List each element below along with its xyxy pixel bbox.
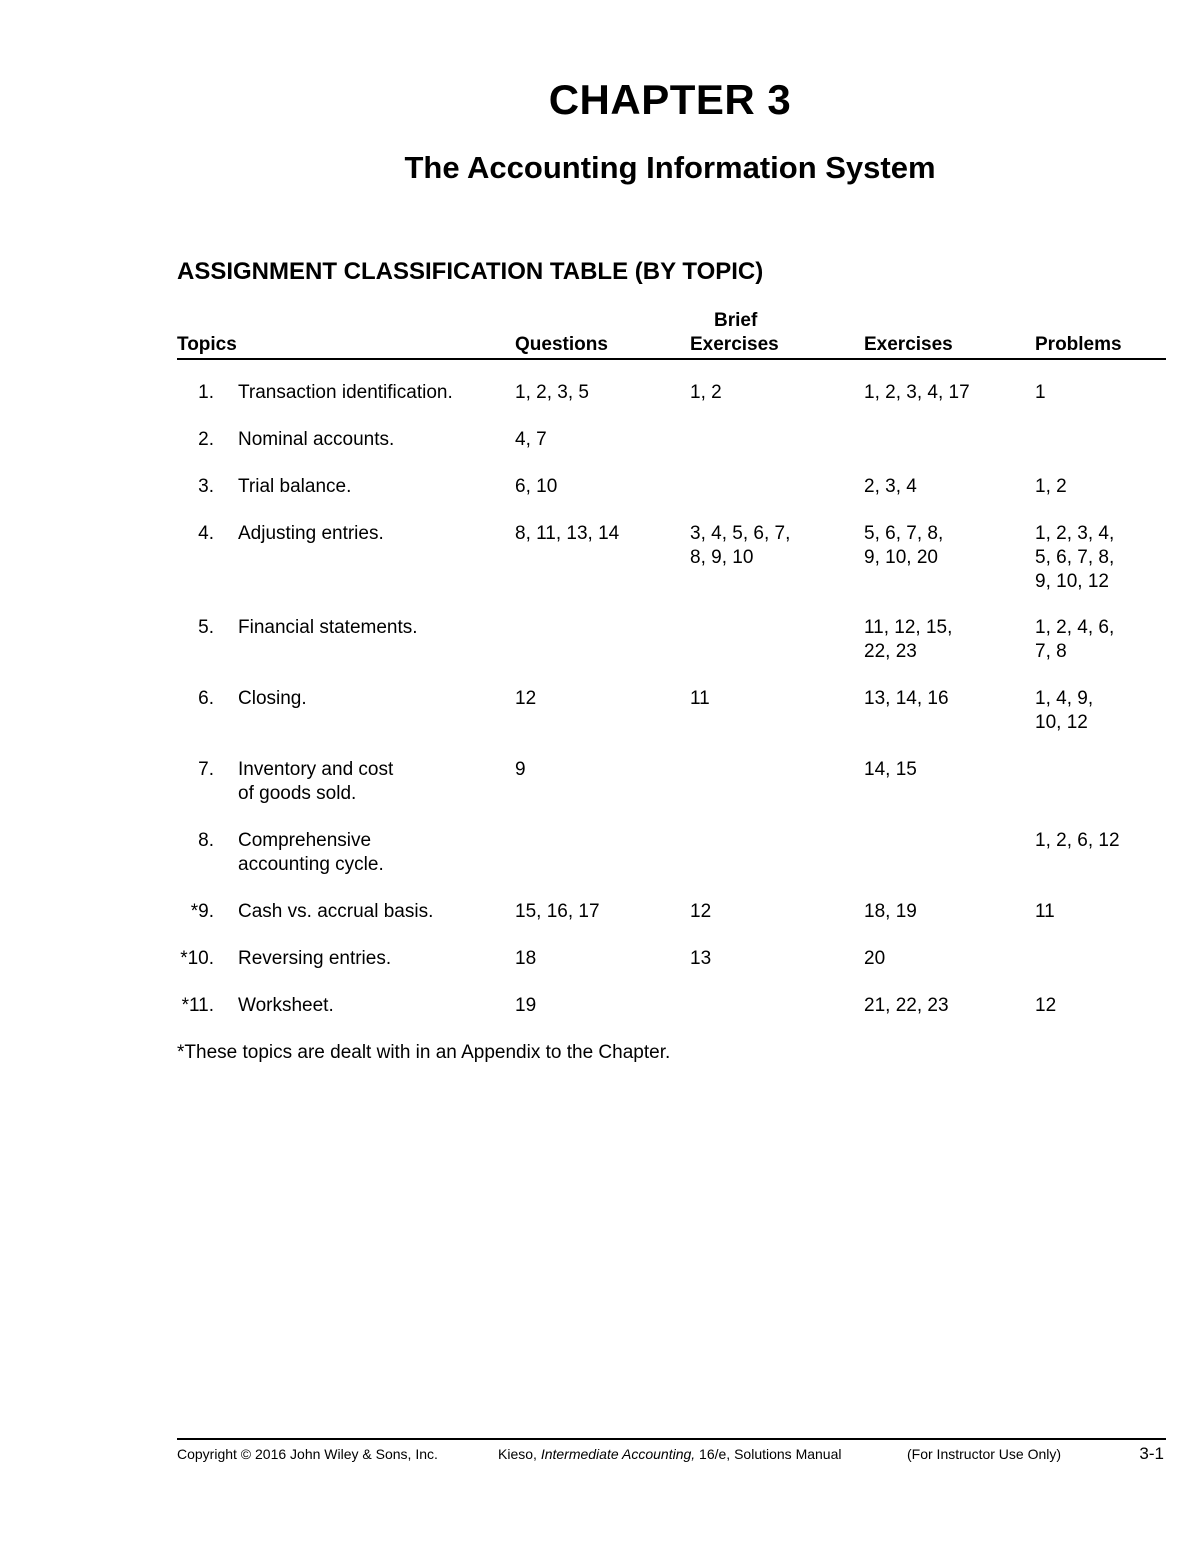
row-topic: Trial balance. (238, 476, 352, 497)
section-heading: ASSIGNMENT CLASSIFICATION TABLE (BY TOPIC) (177, 258, 764, 285)
row-exercises: 20 (864, 948, 886, 969)
row-number: 8. (198, 830, 214, 851)
row-problems: 1, 2 (1035, 476, 1067, 497)
row-questions: 1, 2, 3, 5 (515, 382, 589, 403)
row-topic: Closing. (238, 688, 307, 709)
table-row (177, 522, 1166, 616)
row-exercises: 1, 2, 3, 4, 17 (864, 382, 970, 403)
col-header-topics: Topics (177, 334, 237, 355)
row-topic: Inventory and cost of goods sold. (238, 759, 394, 804)
row-topic: Cash vs. accrual basis. (238, 901, 434, 922)
table-row (177, 947, 1166, 994)
col-header-brief-line2: Exercises (690, 334, 779, 355)
row-topic: Financial statements. (238, 617, 418, 638)
row-questions: 15, 16, 17 (515, 901, 600, 922)
row-topic: Reversing entries. (238, 948, 392, 969)
row-number: *11. (181, 995, 214, 1016)
row-number: *10. (180, 948, 214, 969)
row-questions: 18 (515, 948, 537, 969)
col-header-brief-exercises (690, 309, 779, 357)
footer-instructor-use: (For Instructor Use Only) (907, 1446, 1062, 1462)
row-questions: 4, 7 (515, 429, 547, 450)
row-number: 6. (198, 688, 214, 709)
row-exercises: 11, 12, 15, 22, 23 (864, 617, 953, 662)
footer-book-reference (498, 1446, 842, 1462)
row-topic: Comprehensive accounting cycle. (238, 830, 384, 875)
row-exercises: 2, 3, 4 (864, 476, 917, 497)
row-brief-exercises: 13 (690, 948, 712, 969)
chapter-subtitle: The Accounting Information System (404, 150, 936, 185)
row-number: 2. (198, 429, 214, 450)
row-problems: 12 (1035, 995, 1057, 1016)
row-questions: 6, 10 (515, 476, 558, 497)
footer-book-author: Kieso, (498, 1446, 541, 1462)
row-questions: 9 (515, 759, 526, 780)
row-number: 3. (198, 476, 214, 497)
table-row (177, 758, 1166, 829)
table-row (177, 428, 1166, 475)
row-problems: 1, 2, 3, 4, 5, 6, 7, 8, 9, 10, 12 (1035, 523, 1115, 592)
table-header (177, 310, 1166, 360)
page-footer (177, 1438, 1166, 1470)
row-exercises: 14, 15 (864, 759, 917, 780)
col-header-problems: Problems (1035, 334, 1122, 355)
page-number: 3-1 (1139, 1444, 1164, 1463)
chapter-title: CHAPTER 3 (548, 76, 792, 123)
row-exercises: 21, 22, 23 (864, 995, 949, 1016)
row-problems: 1 (1035, 382, 1046, 403)
row-topic: Adjusting entries. (238, 523, 384, 544)
row-questions: 12 (515, 688, 537, 709)
table-row (177, 475, 1166, 522)
row-problems: 1, 2, 6, 12 (1035, 830, 1120, 851)
table-row (177, 616, 1166, 687)
row-number: 1. (198, 382, 214, 403)
row-topic: Transaction identification. (238, 382, 453, 403)
row-problems: 1, 2, 4, 6, 7, 8 (1035, 617, 1115, 662)
row-brief-exercises: 11 (690, 688, 710, 709)
row-number: 4. (198, 523, 214, 544)
row-brief-exercises: 3, 4, 5, 6, 7, 8, 9, 10 (690, 523, 791, 568)
row-brief-exercises: 12 (690, 901, 712, 922)
col-header-exercises: Exercises (864, 334, 953, 355)
row-questions: 19 (515, 995, 537, 1016)
row-number: 7. (198, 759, 214, 780)
col-header-questions: Questions (515, 334, 608, 355)
col-header-brief-line1: Brief (714, 310, 758, 331)
appendix-footnote: *These topics are dealt with in an Appendix to the Chapter. (177, 1042, 671, 1063)
row-topic: Nominal accounts. (238, 429, 395, 450)
table-row (177, 900, 1166, 947)
table-row (177, 829, 1166, 900)
table-row (177, 994, 1166, 1041)
row-number: 5. (198, 617, 214, 638)
row-topic: Worksheet. (238, 995, 334, 1016)
row-exercises: 13, 14, 16 (864, 688, 949, 709)
classification-table-body (177, 381, 1166, 1041)
row-exercises: 18, 19 (864, 901, 917, 922)
table-row (177, 381, 1166, 428)
row-exercises: 5, 6, 7, 8, 9, 10, 20 (864, 523, 944, 568)
footer-copyright: Copyright © 2016 John Wiley & Sons, Inc. (177, 1446, 438, 1462)
table-row (177, 687, 1166, 758)
row-problems: 1, 4, 9, 10, 12 (1035, 688, 1094, 733)
row-problems: 11 (1035, 901, 1055, 922)
footer-book-edition: 16/e, Solutions Manual (695, 1446, 842, 1462)
row-brief-exercises: 1, 2 (690, 382, 722, 403)
row-number: *9. (190, 901, 214, 922)
footer-book-title: Intermediate Accounting, (540, 1446, 696, 1462)
row-questions: 8, 11, 13, 14 (515, 523, 620, 544)
